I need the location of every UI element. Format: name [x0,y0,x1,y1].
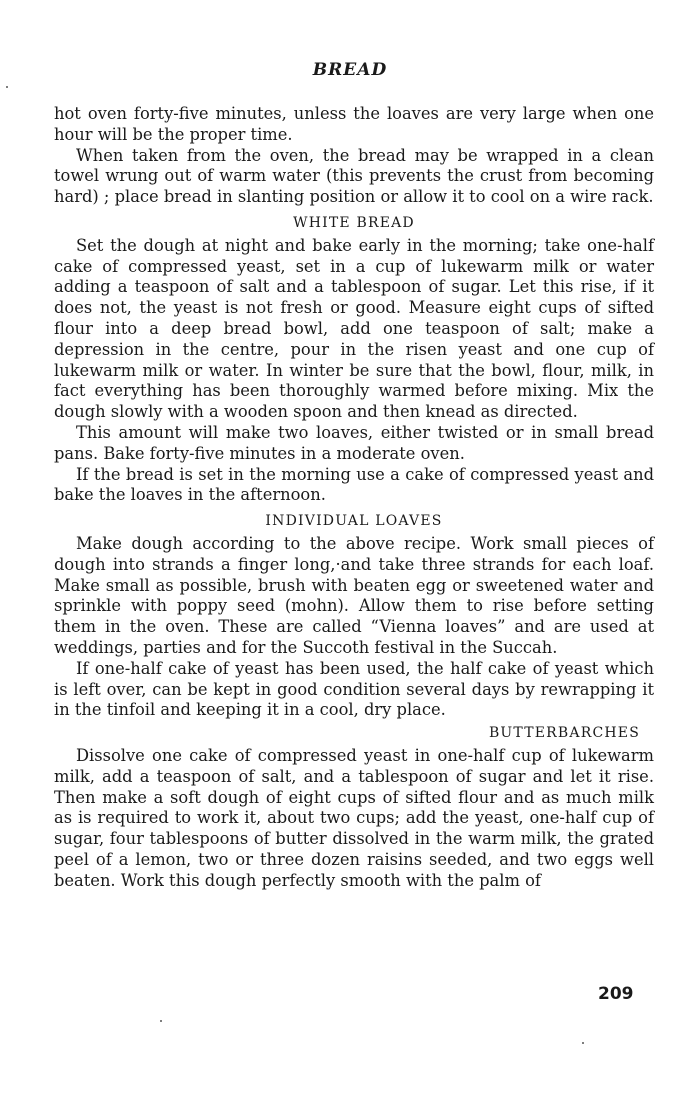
print-speck [160,1020,162,1022]
paragraph-individual-loaves: Make dough according to the above recipe. Work small pieces of dough into strands a finger long,·and take three strands for each loaf. Make small as possible, brush with beaten egg or sweetened water and sprinkle with poppy seed (mohn). Allow them to rise before setting them in the oven. These are called “Vienna loaves” and are used at weddings, parties and for the Succoth festival in the Succah. [54,533,654,657]
heading-butterbarches: BUTTERBARCHES [488,725,640,742]
paragraph-white-bread-morning: If the bread is set in the morning use a cake of compressed yeast and bake the loaves in the afternoon. [54,464,654,505]
paragraph-white-bread-baking: This amount will make two loaves, either twisted or in small bread pans. Bake forty-five minutes in a moderate oven. [54,422,654,463]
page-body [54,104,654,891]
paragraph-white-bread-method: Set the dough at night and bake early in the morning; take one-half cake of compressed yeast, set in a cup of lukewarm milk or water adding a teaspoon of salt and a tablespoon of sugar. Let this rise, if it does not, the yeast is not fresh or good. Measure eight cups of sifted flour into a deep bread bowl, add one teaspoon of salt; make a depression in the centre, pour in the risen yeast and one cup of lukewarm milk or water. In winter be sure that the bowl, flour, milk, in fact everything has been thoroughly warmed before mixing. Mix the dough slowly with a wooden spoon and then knead as directed. [54,235,654,422]
heading-individual-loaves: INDIVIDUAL LOAVES [265,513,443,530]
page-number: 209 [598,984,634,1004]
paragraph-continued: hot oven forty-five minutes, unless the loaves are very large when one hour will be the proper time. [54,104,654,144]
paragraph-cooling: When taken from the oven, the bread may be wrapped in a clean towel wrung out of warm water (this prevents the crust from becoming hard) ; place bread in slanting position or allow it to cool on a wire rack. [54,145,654,207]
running-head: BREAD [312,60,388,80]
paragraph-yeast-storage: If one-half cake of yeast has been used, the half cake of yeast which is left over, can be kept in good condition several days by rewrapping it in the tinfoil and keeping it in a cool, dry place. [54,658,654,720]
print-speck [6,86,8,88]
print-speck [582,1042,584,1044]
heading-white-bread: WHITE BREAD [293,214,415,231]
paragraph-butterbarches: Dissolve one cake of compressed yeast in one-half cup of lukewarm milk, add a teaspoon of salt, and a tablespoon of sugar and let it rise. Then make a soft dough of eight cups of sifted flour and as much milk as is required to work it, about two cups; add the yeast, one-half cup of sugar, four tablespoons of butter dissolved in the warm milk, the grated peel of a lemon, two or three dozen raisins seeded, and two eggs well beaten. Work this dough perfectly smooth with the palm of [54,745,654,890]
